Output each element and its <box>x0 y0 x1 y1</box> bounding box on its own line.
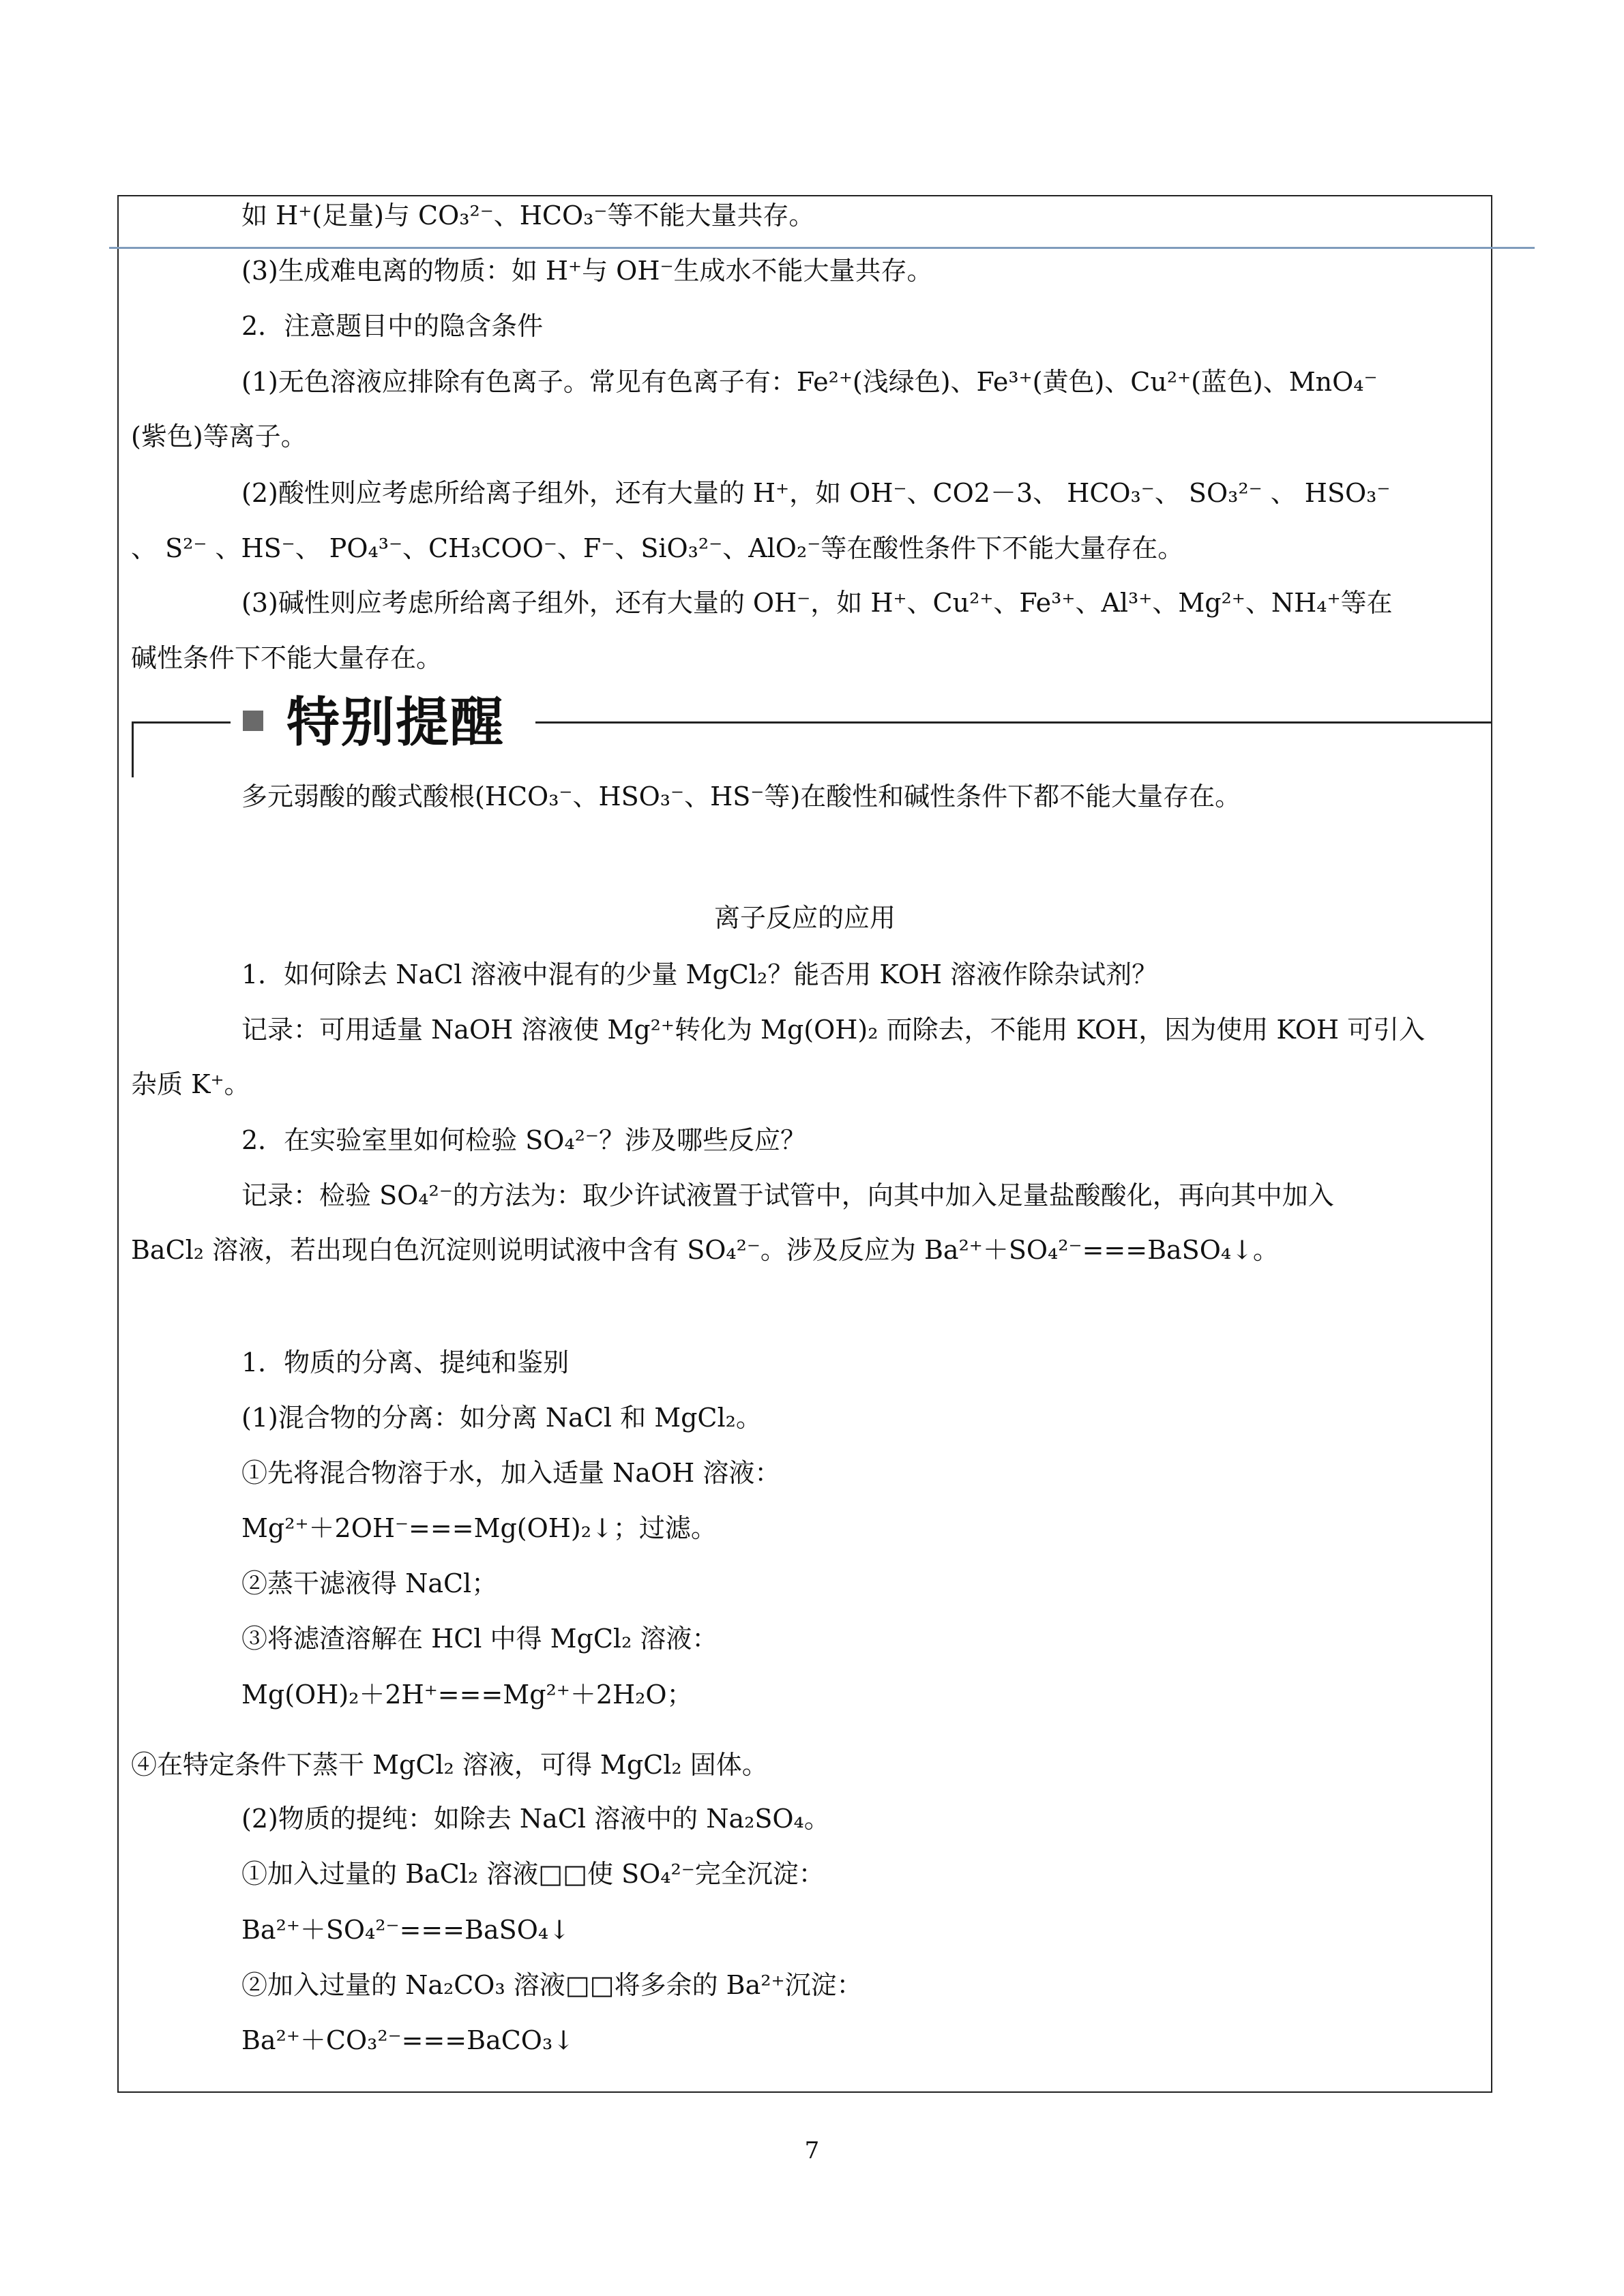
equation-line: Ba²⁺＋SO₄²⁻===BaSO₄↓ <box>241 1915 570 1945</box>
header-rule <box>109 247 1535 249</box>
question: 1．如何除去 NaCl 溶液中混有的少量 MgCl₂？能否用 KOH 溶液作除杂试剂？ <box>241 959 1158 989</box>
paragraph-line: 、 S²⁻ 、HS⁻、 PO₄³⁻、CH₃COO⁻、F⁻、SiO₃²⁻、AlO₂⁻等在酸性条件下不能大量存在。 <box>131 533 1184 563</box>
equation-line: Mg(OH)₂＋2H⁺===Mg²⁺＋2H₂O； <box>241 1680 693 1710</box>
equation-line: Ba²⁺＋CO₃²⁻===BaCO₃↓ <box>241 2025 575 2055</box>
callout-square-icon <box>243 711 263 731</box>
section-heading: 2．注意题目中的隐含条件 <box>241 311 544 341</box>
paragraph-line: (3)生成难电离的物质：如 H⁺与 OH⁻生成水不能大量共存。 <box>241 256 933 286</box>
callout-text: 多元弱酸的酸式酸根(HCO₃⁻、HSO₃⁻、HS⁻等)在酸性和碱性条件下都不能大量存在。 <box>241 781 1241 811</box>
step-line: ③将滤渣溶解在 HCl 中得 MgCl₂ 溶液： <box>241 1624 718 1654</box>
callout-rule-left <box>132 721 231 724</box>
paragraph-line: 碱性条件下不能大量存在。 <box>131 643 443 673</box>
answer-line: 记录：可用适量 NaOH 溶液使 Mg²⁺转化为 Mg(OH)₂ 而除去，不能用 KOH，因为使用 KOH 可引入 <box>241 1015 1426 1045</box>
page-number: 7 <box>804 2137 820 2164</box>
step-line: ②蒸干滤液得 NaCl； <box>241 1568 498 1598</box>
step-line: ①先将混合物溶于水，加入适量 NaOH 溶液： <box>241 1458 781 1488</box>
answer-line: 杂质 K⁺。 <box>131 1069 250 1099</box>
paragraph-line: (3)碱性则应考虑所给离子组外，还有大量的 OH⁻，如 H⁺、Cu²⁺、Fe³⁺、Al³⁺、Mg²⁺、NH₄⁺等在 <box>241 588 1393 618</box>
paragraph-line: 如 H⁺(足量)与 CO₃²⁻、HCO₃⁻等不能大量共存。 <box>241 200 815 230</box>
callout-rule-right <box>535 721 1492 724</box>
paragraph-line: (2)酸性则应考虑所给离子组外，还有大量的 H⁺，如 OH⁻、CO2－3、 HCO₃⁻、 SO₃²⁻ 、 HSO₃⁻ <box>241 478 1391 508</box>
step-line: ②加入过量的 Na₂CO₃ 溶液□□将多余的 Ba²⁺沉淀： <box>241 1970 863 2000</box>
paragraph-line: (1)无色溶液应排除有色离子。常见有色离子有：Fe²⁺(浅绿色)、Fe³⁺(黄色)、Cu²⁺(蓝色)、MnO₄⁻ <box>241 367 1378 397</box>
step-line: ④在特定条件下蒸干 MgCl₂ 溶液，可得 MgCl₂ 固体。 <box>131 1750 768 1780</box>
section-title: 离子反应的应用 <box>713 903 896 933</box>
step-line: ①加入过量的 BaCl₂ 溶液□□使 SO₄²⁻完全沉淀： <box>241 1859 825 1889</box>
paragraph-line: (1)混合物的分离：如分离 NaCl 和 MgCl₂。 <box>241 1403 762 1433</box>
paragraph-line: (2)物质的提纯：如除去 NaCl 溶液中的 Na₂SO₄。 <box>241 1804 830 1834</box>
answer-line: 记录：检验 SO₄²⁻的方法为：取少许试液置于试管中，向其中加入足量盐酸酸化，再向其中加入 <box>241 1180 1334 1210</box>
section-heading: 1．物质的分离、提纯和鉴别 <box>241 1347 570 1377</box>
equation-line: Mg²⁺＋2OH⁻===Mg(OH)₂↓；过滤。 <box>241 1513 717 1543</box>
callout-bracket <box>132 721 134 777</box>
question: 2．在实验室里如何检验 SO₄²⁻？涉及哪些反应？ <box>241 1125 806 1155</box>
answer-line: BaCl₂ 溶液，若出现白色沉淀则说明试液中含有 SO₄²⁻。涉及反应为 Ba²⁺＋SO₄²⁻===BaSO₄↓。 <box>131 1235 1279 1265</box>
paragraph-line: (紫色)等离子。 <box>131 421 307 451</box>
callout-title: 特别提醒 <box>286 691 505 754</box>
